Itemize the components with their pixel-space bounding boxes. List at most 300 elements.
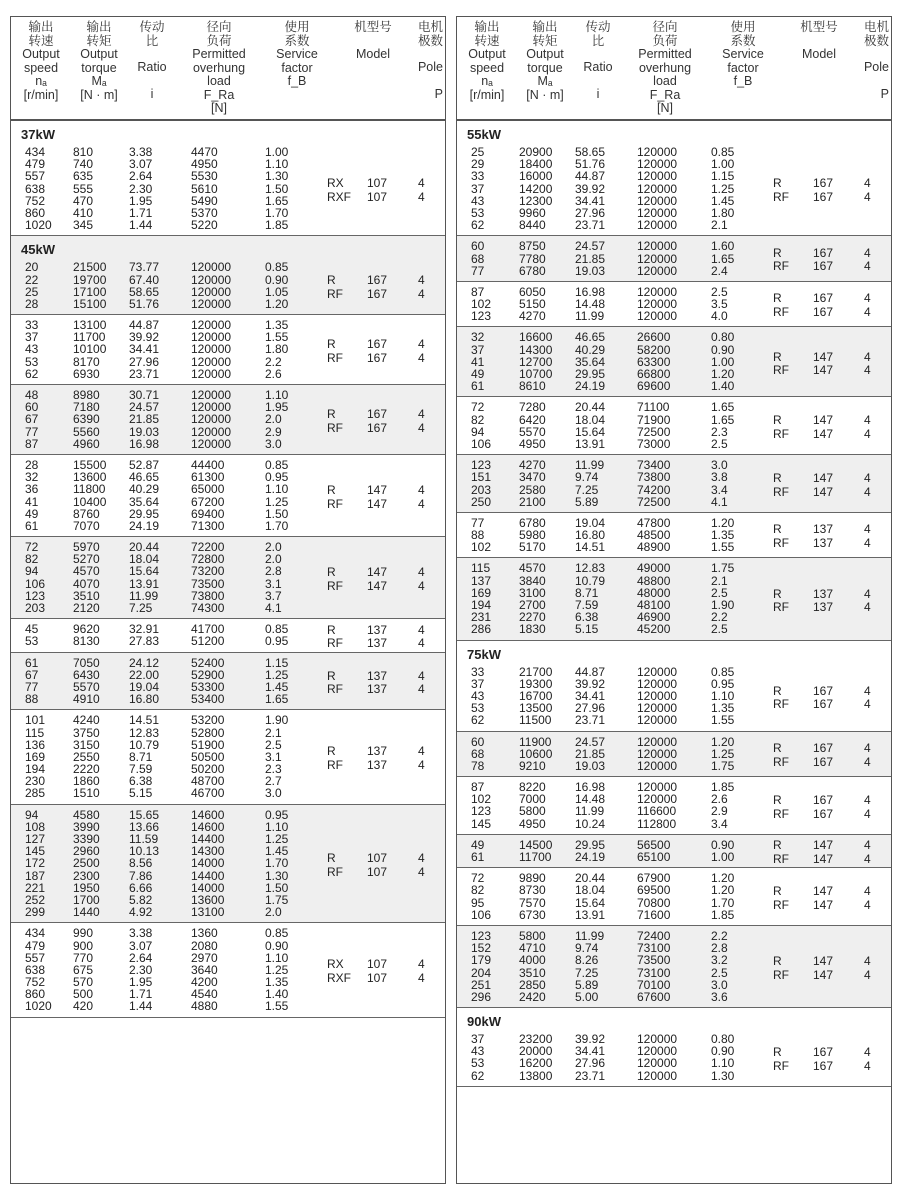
service-factor-cell: 2.2 <box>711 610 728 625</box>
overhung-load-cell: 63300 <box>637 354 671 369</box>
model-designation <box>457 247 891 274</box>
table-row <box>457 666 891 678</box>
output-torque-cell: 5270 <box>73 552 100 567</box>
output-speed-cell: 67 <box>25 667 39 682</box>
header-pole-line: P <box>880 86 889 101</box>
output-torque-cell: 3840 <box>519 573 546 588</box>
header-pole <box>859 21 889 101</box>
model-type: R <box>773 741 782 756</box>
ratio-cell: 2.30 <box>129 181 153 196</box>
overhung-load-cell: 120000 <box>637 758 678 773</box>
model-size: 147 <box>813 426 834 441</box>
output-speed-cell: 187 <box>25 868 46 883</box>
output-torque-cell: 3510 <box>73 588 100 603</box>
header-torque-line: 转矩 <box>86 33 112 48</box>
output-speed-cell: 1020 <box>25 218 52 233</box>
ratio-cell: 18.04 <box>129 552 160 567</box>
output-torque-cell: 570 <box>73 975 94 990</box>
pole-count: 4 <box>864 426 871 441</box>
model-line <box>11 757 445 777</box>
output-torque-cell: 12700 <box>519 354 553 369</box>
table-row <box>11 657 445 669</box>
pole-count: 4 <box>864 954 871 969</box>
service-factor-cell: 0.95 <box>265 807 289 822</box>
model-line <box>11 177 445 191</box>
ratio-cell: 8.26 <box>575 953 599 968</box>
model-line <box>457 965 891 983</box>
output-torque-cell: 12300 <box>519 193 553 208</box>
pole-count: 4 <box>418 189 425 204</box>
output-torque-cell: 470 <box>73 193 94 208</box>
model-line <box>11 745 445 759</box>
output-speed-cell: 557 <box>25 950 46 965</box>
table-row <box>11 602 445 614</box>
power-rating-label: 90kW <box>467 1014 501 1030</box>
service-factor-cell: 1.65 <box>265 193 289 208</box>
output-torque-cell: 3510 <box>519 965 546 980</box>
overhung-load-cell: 3640 <box>191 962 218 977</box>
output-speed-cell: 94 <box>25 807 39 822</box>
overhung-load-cell: 73000 <box>637 436 671 451</box>
model-designation <box>457 472 891 499</box>
overhung-load-cell: 73100 <box>637 965 671 980</box>
model-size: 147 <box>367 483 388 498</box>
ratio-cell: 27.96 <box>575 701 606 716</box>
output-torque-cell: 6780 <box>519 263 546 278</box>
header-load-line: 径向 <box>206 20 232 34</box>
model-designation <box>11 852 445 879</box>
service-factor-cell: 3.4 <box>711 816 728 831</box>
output-torque-cell: 4950 <box>519 436 546 451</box>
model-size: 107 <box>367 970 388 985</box>
header-ratio-line: 比 <box>591 33 605 48</box>
pole-count: 4 <box>418 668 425 683</box>
output-torque-cell: 4240 <box>73 713 100 728</box>
model-size: 147 <box>367 565 388 580</box>
power-group <box>11 455 445 537</box>
pole-count: 4 <box>864 349 871 364</box>
output-speed-cell: 32 <box>471 330 485 345</box>
header-load-line: overhung <box>192 60 246 75</box>
ratio-cell: 58.65 <box>575 145 606 159</box>
model-size: 147 <box>813 471 834 486</box>
power-group <box>457 835 891 868</box>
power-rating-label: 37kW <box>21 127 55 142</box>
pole-count: 4 <box>418 337 425 352</box>
ratio-cell: 23.71 <box>129 366 160 381</box>
output-speed-cell: 169 <box>25 749 46 764</box>
output-torque-cell: 14500 <box>519 837 553 852</box>
table-body-right <box>457 121 891 1087</box>
model-type: R <box>773 838 782 853</box>
overhung-load-cell: 67600 <box>637 989 671 1004</box>
output-torque-cell: 11900 <box>519 734 552 749</box>
model-size: 167 <box>813 793 834 808</box>
pole-count: 4 <box>864 471 871 486</box>
ratio-cell: 23.71 <box>575 1068 606 1083</box>
ratio-cell: 13.91 <box>575 436 606 451</box>
ratio-cell: 27.83 <box>129 634 160 649</box>
output-speed-cell: 194 <box>25 762 46 777</box>
service-factor-cell: 0.90 <box>711 342 735 357</box>
ratio-cell: 27.96 <box>575 1056 606 1071</box>
power-group <box>457 641 891 732</box>
output-torque-cell: 1950 <box>73 880 100 895</box>
overhung-load-cell: 120000 <box>637 193 678 208</box>
model-designation <box>457 414 891 441</box>
service-factor-cell: 2.2 <box>711 928 728 943</box>
ratio-cell: 29.95 <box>129 506 160 521</box>
power-group <box>11 805 445 924</box>
power-group <box>457 777 891 835</box>
power-group <box>11 653 445 711</box>
pole-count: 4 <box>864 851 871 866</box>
overhung-load-cell: 72500 <box>637 494 671 509</box>
output-speed-cell: 68 <box>471 746 485 761</box>
power-rating-label: 75kW <box>467 646 501 662</box>
header-torque-line: torque <box>527 60 563 75</box>
table-row <box>11 368 445 380</box>
service-factor-cell: 1.45 <box>265 679 289 694</box>
overhung-load-cell: 120000 <box>637 1044 678 1059</box>
overhung-load-cell: 5530 <box>191 169 218 184</box>
output-speed-cell: 53 <box>471 205 485 220</box>
model-size: 167 <box>367 420 388 435</box>
overhung-load-cell: 120000 <box>191 366 232 381</box>
model-type: R <box>773 291 782 306</box>
overhung-load-cell: 13100 <box>191 905 225 920</box>
overhung-load-cell: 72800 <box>191 552 225 567</box>
header-load <box>623 21 707 116</box>
ratio-cell: 24.57 <box>129 400 160 415</box>
overhung-load-cell: 46700 <box>191 786 225 801</box>
ratio-cell: 51.76 <box>575 157 606 172</box>
output-speed-cell: 88 <box>471 528 485 543</box>
output-speed-cell: 60 <box>25 400 39 415</box>
output-speed-cell: 434 <box>25 145 46 159</box>
ratio-cell: 10.79 <box>129 737 160 752</box>
table-body-left <box>11 121 445 1018</box>
output-speed-cell: 77 <box>25 424 39 439</box>
model-designation <box>11 484 445 511</box>
service-factor-cell: 1.55 <box>711 540 735 555</box>
output-torque-cell: 8170 <box>73 354 100 369</box>
table-row <box>11 809 445 821</box>
power-group <box>457 327 891 397</box>
output-speed-cell: 145 <box>471 816 492 831</box>
table-row <box>457 219 891 231</box>
header-speed <box>457 21 517 102</box>
overhung-load-cell: 2970 <box>191 950 218 965</box>
output-speed-cell: 37 <box>471 181 485 196</box>
overhung-load-cell: 69600 <box>637 379 671 394</box>
output-torque-cell: 3990 <box>73 819 100 834</box>
model-type: R <box>327 744 336 759</box>
model-size: 137 <box>813 535 834 550</box>
model-type: RF <box>327 496 343 511</box>
ratio-cell: 35.64 <box>129 494 160 509</box>
pole-count: 4 <box>864 806 871 821</box>
table-row <box>457 401 891 413</box>
overhung-load-cell: 14000 <box>191 880 225 895</box>
output-torque-cell: 8440 <box>519 218 546 233</box>
header-model <box>779 21 859 61</box>
output-torque-cell: 1510 <box>73 786 100 801</box>
overhung-load-cell: 73400 <box>637 458 671 473</box>
output-torque-cell: 2700 <box>519 598 546 612</box>
output-speed-cell: 61 <box>471 850 485 864</box>
overhung-load-cell: 2080 <box>191 938 218 953</box>
output-torque-cell: 2100 <box>519 494 546 509</box>
output-torque-cell: 410 <box>73 205 94 220</box>
service-factor-cell: 0.95 <box>711 676 735 691</box>
power-group <box>457 926 891 1008</box>
service-factor-cell: 2.0 <box>265 552 282 567</box>
model-type: RF <box>327 420 343 435</box>
pole-count: 4 <box>864 413 871 428</box>
service-factor-cell: 1.50 <box>265 181 289 196</box>
output-torque-cell: 7280 <box>519 400 546 415</box>
overhung-load-cell: 51200 <box>191 634 225 649</box>
header-torque-line: 输出 <box>532 20 558 34</box>
ratio-cell: 14.51 <box>575 540 606 555</box>
overhung-load-cell: 4950 <box>191 157 218 172</box>
service-factor-cell: 3.1 <box>265 576 282 591</box>
model-type: R <box>773 586 782 601</box>
overhung-load-cell: 70100 <box>637 977 671 992</box>
table-header-left <box>11 17 445 121</box>
model-type: R <box>773 954 782 969</box>
service-factor-cell: 0.90 <box>711 837 735 852</box>
output-torque-cell: 345 <box>73 218 94 233</box>
pole-count: 4 <box>864 754 871 769</box>
header-torque <box>515 21 575 102</box>
output-speed-cell: 479 <box>25 157 46 172</box>
ratio-cell: 27.96 <box>129 354 160 369</box>
output-speed-cell: 102 <box>471 540 492 555</box>
model-line <box>11 274 445 288</box>
power-group <box>457 732 891 778</box>
output-torque-cell: 20000 <box>519 1044 553 1059</box>
service-factor-cell: 0.90 <box>265 272 289 287</box>
pole-count: 4 <box>418 864 425 879</box>
output-speed-cell: 62 <box>471 218 485 233</box>
service-factor-cell: 1.40 <box>265 987 289 1002</box>
service-factor-cell: 1.40 <box>711 379 735 394</box>
header-speed-line: speed <box>23 60 59 75</box>
header-sf-line: factor <box>281 60 313 75</box>
ratio-cell: 39.92 <box>575 181 606 196</box>
pole-count: 4 <box>418 622 425 637</box>
output-speed-cell: 28 <box>25 457 39 472</box>
output-speed-cell: 78 <box>471 758 485 773</box>
model-line <box>11 484 445 498</box>
overhung-load-cell: 120000 <box>637 309 678 324</box>
overhung-load-cell: 120000 <box>637 734 678 749</box>
overhung-load-cell: 73800 <box>191 588 225 603</box>
table-row <box>457 991 891 1003</box>
model-designation <box>11 177 445 204</box>
overhung-load-cell: 72400 <box>637 928 671 943</box>
ratio-cell: 21.85 <box>129 412 160 427</box>
pole-count: 4 <box>864 600 871 615</box>
output-torque-cell: 4070 <box>73 576 100 591</box>
model-size: 167 <box>813 189 834 204</box>
overhung-load-cell: 71100 <box>637 400 670 415</box>
service-factor-cell: 2.5 <box>711 585 728 600</box>
header-speed-line: [r/min] <box>23 87 59 102</box>
ratio-cell: 21.85 <box>575 746 606 761</box>
power-group <box>11 315 445 385</box>
output-torque-cell: 13800 <box>519 1068 553 1083</box>
output-speed-cell: 82 <box>25 552 39 567</box>
output-torque-cell: 3750 <box>73 725 100 740</box>
output-speed-cell: 87 <box>471 780 485 795</box>
overhung-load-cell: 5370 <box>191 205 218 220</box>
pole-count: 4 <box>418 350 425 365</box>
model-size: 137 <box>367 682 388 697</box>
pole-count: 4 <box>864 793 871 808</box>
output-torque-cell: 13600 <box>73 470 107 485</box>
model-size: 147 <box>813 484 834 499</box>
output-speed-cell: 115 <box>471 561 491 576</box>
overhung-load-cell: 120000 <box>637 181 678 196</box>
overhung-load-cell: 48100 <box>637 598 671 612</box>
ratio-cell: 4.92 <box>129 905 153 920</box>
model-type: RF <box>773 754 789 769</box>
service-factor-cell: 2.5 <box>711 284 728 299</box>
service-factor-cell: 1.00 <box>711 354 735 369</box>
ratio-cell: 5.89 <box>575 977 599 992</box>
overhung-load-cell: 44400 <box>191 457 225 472</box>
ratio-cell: 11.99 <box>575 309 605 324</box>
output-torque-cell: 10100 <box>73 342 107 357</box>
ratio-cell: 2.64 <box>129 169 153 184</box>
header-pole-line: 电机 <box>417 20 443 34</box>
model-type: RF <box>773 484 789 499</box>
pole-count: 4 <box>418 496 425 511</box>
output-torque-cell: 810 <box>73 145 94 159</box>
model-line <box>457 598 891 615</box>
service-factor-cell: 1.25 <box>265 667 289 682</box>
header-pole <box>413 21 443 101</box>
model-type: RF <box>773 697 789 712</box>
ratio-cell: 1.95 <box>129 193 153 208</box>
service-factor-cell: 2.0 <box>265 540 282 555</box>
header-load <box>177 21 261 116</box>
ratio-cell: 1.44 <box>129 218 153 233</box>
overhung-load-cell: 26600 <box>637 330 671 345</box>
output-speed-cell: 48 <box>25 388 39 402</box>
model-line <box>457 523 891 537</box>
ratio-cell: 58.65 <box>129 284 160 299</box>
power-group <box>457 868 891 926</box>
table-row <box>11 714 445 726</box>
model-line <box>457 585 891 602</box>
output-speed-cell: 53 <box>471 1056 485 1071</box>
output-torque-cell: 17100 <box>73 284 107 299</box>
model-line <box>11 576 445 594</box>
model-size: 167 <box>813 697 834 712</box>
header-load-line: F_Ra <box>649 87 681 102</box>
ratio-cell: 3.38 <box>129 926 153 941</box>
header-speed-line: 转速 <box>474 33 500 48</box>
service-factor-cell: 1.20 <box>711 515 735 530</box>
output-speed-cell: 62 <box>25 366 39 381</box>
output-speed-cell: 136 <box>25 737 46 752</box>
model-size: 107 <box>367 864 388 879</box>
overhung-load-cell: 4200 <box>191 975 218 990</box>
service-factor-cell: 1.65 <box>711 400 735 415</box>
output-speed-cell: 179 <box>471 953 492 968</box>
output-speed-cell: 115 <box>25 725 45 740</box>
output-speed-cell: 72 <box>25 540 39 555</box>
ratio-cell: 3.38 <box>129 145 153 159</box>
pole-count: 4 <box>418 420 425 435</box>
service-factor-cell: 3.5 <box>711 297 728 312</box>
output-speed-cell: 43 <box>471 688 485 703</box>
overhung-load-cell: 120000 <box>637 157 678 172</box>
output-speed-cell: 20 <box>25 260 39 275</box>
model-designation <box>457 839 891 866</box>
power-group <box>11 385 445 455</box>
output-speed-cell: 250 <box>471 494 492 509</box>
overhung-load-cell: 120000 <box>637 169 678 184</box>
overhung-load-cell: 120000 <box>191 424 232 439</box>
output-torque-cell: 11500 <box>519 713 552 728</box>
pole-count: 4 <box>418 565 425 580</box>
output-torque-cell: 3150 <box>73 737 100 752</box>
model-line <box>457 292 891 306</box>
output-torque-cell: 1700 <box>73 892 100 907</box>
service-factor-cell: 0.90 <box>711 1044 735 1059</box>
header-sf-line: 使用 <box>284 20 310 34</box>
model-size: 167 <box>367 350 388 365</box>
ratio-cell: 67.40 <box>129 272 160 287</box>
model-line <box>11 189 445 208</box>
service-factor-cell: 1.10 <box>265 482 289 497</box>
pole-count: 4 <box>418 407 425 422</box>
service-factor-cell: 1.25 <box>265 962 289 977</box>
overhung-load-cell: 52800 <box>191 725 225 740</box>
header-sf-line: factor <box>727 60 759 75</box>
pole-count: 4 <box>864 291 871 306</box>
output-torque-cell: 5150 <box>519 297 546 312</box>
service-factor-cell: 2.2 <box>265 354 282 369</box>
output-torque-cell: 9620 <box>73 622 100 637</box>
ratio-cell: 10.24 <box>575 816 606 831</box>
model-type: R <box>327 407 336 422</box>
output-speed-cell: 434 <box>25 926 46 941</box>
output-torque-cell: 6390 <box>73 412 100 427</box>
overhung-load-cell: 120000 <box>637 218 678 233</box>
output-torque-cell: 2580 <box>519 482 546 497</box>
output-torque-cell: 8130 <box>73 634 100 649</box>
output-torque-cell: 14200 <box>519 181 553 196</box>
header-pole-line: Pole <box>863 60 889 74</box>
power-group <box>11 923 445 1017</box>
ratio-cell: 39.92 <box>575 1032 606 1047</box>
overhung-load-cell: 47800 <box>637 515 671 530</box>
model-line <box>11 667 445 684</box>
header-ratio-line: i <box>596 86 600 101</box>
overhung-load-cell: 120000 <box>637 1032 678 1047</box>
model-designation <box>11 408 445 435</box>
model-line <box>457 697 891 716</box>
output-torque-cell: 4000 <box>519 953 546 968</box>
service-factor-cell: 1.85 <box>711 907 735 922</box>
pole-count: 4 <box>864 683 871 698</box>
